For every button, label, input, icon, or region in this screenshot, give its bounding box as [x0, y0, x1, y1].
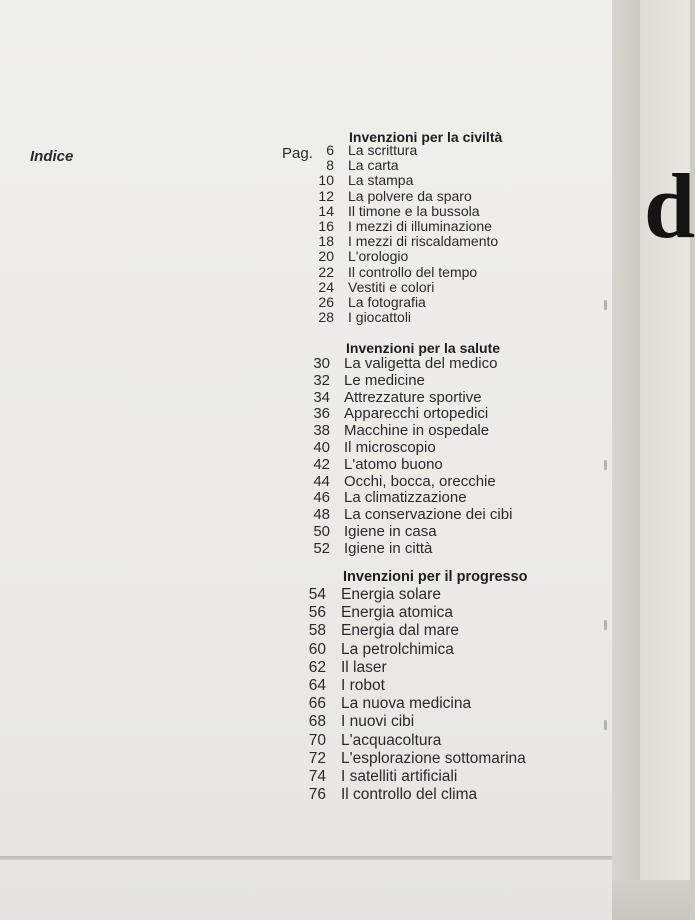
toc-page-number: 74: [308, 768, 326, 785]
toc-page-number: 38: [313, 422, 330, 440]
toc-entry-title: Il controllo del tempo: [348, 263, 478, 280]
toc-page-number: 52: [313, 539, 330, 557]
toc-entry-title: I giocattoli: [348, 309, 412, 326]
toc-page-number: 16: [318, 218, 334, 234]
toc-page-number: 22: [318, 263, 334, 280]
toc-page-number: 40: [313, 439, 330, 456]
toc-page-number: 36: [313, 405, 330, 423]
page-edge: [0, 856, 612, 860]
toc-entry-title: La stampa: [348, 172, 414, 189]
page-label: Pag.: [282, 145, 313, 162]
toc-entry-title: La scrittura: [348, 142, 418, 158]
toc-entry-title: La conservazione dei cibi: [344, 506, 513, 524]
toc-page-number: 10: [318, 172, 334, 189]
facing-page-letter: d: [644, 155, 695, 257]
index-heading: Indice: [30, 148, 74, 165]
toc-entry-title: La valigetta del medico: [344, 355, 498, 372]
stitch-mark: [604, 460, 607, 470]
stitch-mark: [604, 620, 607, 630]
toc-entry-title: Igiene in casa: [344, 523, 437, 540]
toc-entry-title: Energia dal mare: [341, 622, 460, 640]
toc-page-number: 60: [308, 640, 326, 658]
toc-entry-title: Energia atomica: [341, 604, 454, 622]
facing-page: [640, 0, 690, 880]
toc-entry-title: Il timone e la bussola: [348, 202, 480, 219]
toc-page-number: 34: [313, 388, 330, 406]
toc-entry-title: Energia solare: [341, 586, 441, 603]
toc-entry-title: L'esplorazione sottomarina: [341, 749, 526, 767]
toc-page-number: 18: [318, 233, 334, 250]
toc-page-number: 8: [326, 157, 334, 174]
toc-page-number: 54: [308, 586, 326, 603]
toc-entry-title: Apparecchi ortopedici: [344, 405, 489, 423]
toc-entry-title: Vestiti e colori: [348, 278, 435, 295]
toc-page-number: 50: [313, 523, 330, 540]
toc-entry-title: L'orologio: [348, 248, 409, 265]
toc-entry-title: I robot: [341, 677, 385, 694]
toc-entry-title: La petrolchimica: [341, 640, 454, 658]
section-title: Invenzioni per il progresso: [343, 569, 528, 585]
toc-page-number: 68: [308, 713, 326, 731]
toc-entry-title: I satelliti artificiali: [341, 768, 458, 785]
toc-entry-title: Il microscopio: [344, 439, 436, 456]
toc-page-number: 28: [318, 309, 334, 326]
toc-entry-title: Macchine in ospedale: [344, 422, 490, 440]
toc-page-number: 6: [326, 142, 334, 158]
toc-entry-title: La nuova medicina: [341, 695, 472, 713]
toc-entry-title: Attrezzature sportive: [344, 388, 482, 406]
toc-page-number: 76: [308, 786, 326, 804]
toc-entry-title: Il controllo del clima: [341, 786, 478, 804]
toc-entry-title: I mezzi di illuminazione: [348, 218, 492, 234]
toc-entry-title: Igiene in città: [344, 539, 433, 557]
toc-entry-title: Le medicine: [344, 371, 425, 389]
toc-page-number: 30: [313, 355, 330, 372]
toc-page-number: 58: [308, 622, 326, 640]
toc-page-number: 20: [318, 248, 334, 265]
toc-page-number: 66: [308, 695, 326, 713]
toc-page-number: 62: [308, 658, 326, 676]
toc-page-number: 14: [318, 202, 334, 219]
toc-page-number: 72: [308, 749, 326, 767]
toc-page-number: 42: [313, 455, 330, 473]
toc-entry-title: La climatizzazione: [344, 489, 467, 507]
toc-page-number: 64: [308, 677, 326, 694]
toc-entry-title: L'acquacoltura: [341, 731, 442, 749]
toc-page-number: 26: [318, 294, 334, 310]
toc-entry-title: Occhi, bocca, orecchie: [344, 472, 496, 490]
toc-entry-title: Il laser: [341, 658, 387, 676]
stitch-mark: [604, 300, 607, 310]
toc-entry-title: La polvere da sparo: [348, 187, 472, 204]
toc-entry-title: I nuovi cibi: [341, 713, 415, 731]
toc-page-number: 12: [318, 187, 334, 204]
toc-entry-title: L'atomo buono: [344, 455, 443, 473]
section-title: Invenzioni per la civiltà: [349, 129, 503, 145]
toc-entry-title: I mezzi di riscaldamento: [348, 233, 499, 250]
toc-page-number: 46: [313, 489, 330, 507]
toc-entry-title: La carta: [348, 157, 399, 174]
toc-page-number: 56: [308, 604, 326, 622]
stitch-mark: [604, 720, 607, 730]
section-title: Invenzioni per la salute: [346, 340, 501, 356]
toc-page-number: 44: [313, 472, 330, 490]
toc-page-number: 70: [308, 731, 326, 749]
toc-page-number: 24: [318, 278, 334, 295]
toc-entry-title: La fotografia: [348, 294, 426, 310]
toc-page-number: 32: [313, 371, 330, 389]
toc-page-number: 48: [313, 506, 330, 524]
